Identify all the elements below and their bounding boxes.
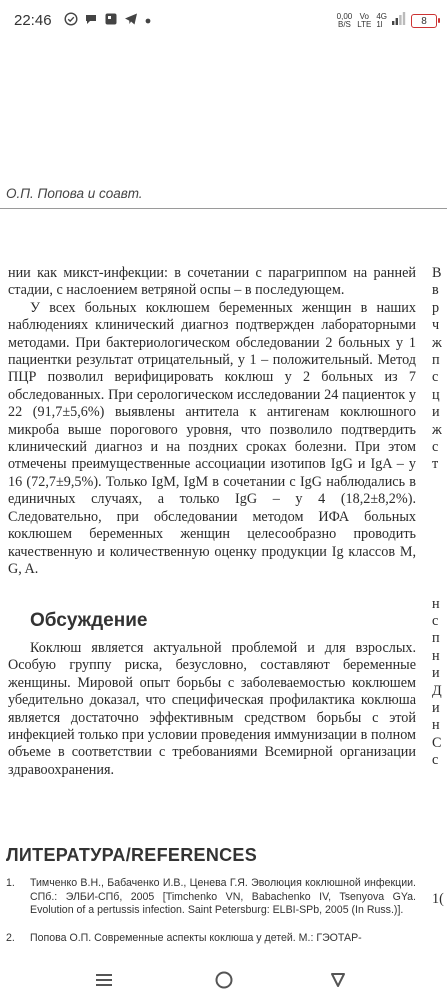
volte-indicator: [357, 13, 371, 29]
menu-lines-icon: [95, 972, 113, 988]
reference-item: [6, 932, 416, 946]
telegram-icon: [124, 12, 138, 31]
right-column-fragment: с: [432, 752, 439, 769]
signal-bars-icon: [392, 12, 406, 30]
net-speed-value: 0,00: [336, 12, 353, 21]
volte-top: Vo: [359, 12, 369, 21]
right-column-fragment: и: [432, 700, 440, 716]
right-column-fragment: с: [432, 613, 439, 629]
reference-item: [6, 877, 416, 918]
status-time: 22:46: [14, 12, 52, 29]
signal-sub: 1l: [376, 20, 383, 29]
status-bar: [0, 0, 447, 48]
reference-text: Тимченко В.Н., Бабаченко И.В., Ценева Г.Я. Эволюция коклюшной инфекции. СПб.: ЭЛБИ-СПб, 2005 [Timchenko VN, Babachenko IV, Tsenyova GYa. Evolution of a pertussis infection. Saint Petersburg: ELBI-SPb, 2005 (In Russ.)].: [30, 877, 416, 916]
header-rule: [0, 208, 447, 209]
reference-number: 1.: [6, 877, 15, 889]
dot-icon: [144, 12, 152, 30]
right-column-fragment: н: [432, 647, 440, 664]
right-column-fragment: В: [432, 265, 442, 281]
results-text: [8, 265, 416, 578]
right-column-fragment: С: [432, 734, 442, 751]
back-triangle-icon: [329, 971, 347, 989]
right-column-fragment: ц: [432, 386, 440, 403]
battery-icon: [411, 14, 437, 28]
right-column-fragment: в: [432, 282, 439, 299]
check-circle-icon: [64, 12, 78, 31]
references-list: [6, 877, 416, 950]
network-type-label: 4G: [376, 12, 387, 21]
right-column-fragment: и: [432, 404, 440, 421]
right-column-fragment: с: [432, 369, 439, 386]
right-column-fragments: [432, 265, 447, 915]
right-column-fragment: с: [432, 439, 439, 455]
home-button[interactable]: [204, 966, 244, 994]
right-column-fragment: ж: [432, 334, 442, 351]
net-speed-unit: B/S: [338, 20, 351, 29]
right-column-fragment: 1(: [432, 891, 444, 908]
discussion-paragraph: Коклюш является актуальной проблемой и для взрослых. Особую группу риска, безусловно, составляют беременные женщины. Мировой опыт борьбы с заболеваемостью коклюшем убедительно доказал, что специфическая профилактика коклюша является достаточно эффективным средством борьбы с этой инфекцией только при условии проведения иммунизации в полном объеме в соответствии с требованиями Всемирной организации здравоохранения.: [8, 640, 416, 778]
navigation-bar: [0, 960, 447, 1000]
right-column-fragment: т: [432, 456, 439, 473]
network-type: [376, 13, 387, 29]
notification-icons: [64, 11, 152, 31]
net-speed: [337, 13, 353, 29]
recent-apps-button[interactable]: [84, 966, 124, 994]
right-column-fragment: ж: [432, 421, 442, 438]
back-button[interactable]: [318, 966, 358, 994]
right-column-fragment: н: [432, 595, 440, 612]
reference-number: 2.: [6, 931, 15, 944]
paragraph-1: нии как микст-инфекции: в сочетании с парагриппом на ранней стадии, с наслоением ветряной оспы – в последующем.: [8, 265, 416, 299]
discussion-text: [8, 640, 416, 779]
battery-level: 8: [421, 15, 427, 27]
right-column-fragment: п: [432, 352, 440, 368]
home-circle-icon: [214, 970, 234, 990]
discussion-heading: Обсуждение: [30, 610, 148, 631]
right-column-fragment: п: [432, 630, 440, 647]
volte-bottom: LTE: [357, 20, 372, 29]
reference-text: Попова О.П. Современные аспекты коклюша у детей. М.: ГЭОТАР-: [30, 931, 362, 944]
system-icons: [337, 10, 437, 32]
paragraph-2: У всех больных коклюшем беременных женщин в наших наблюдениях клинический диагноз подтвержден лабораторными методами. При бактериологическом обследовании 2 больных у 1 пациентки результат отрицательный, у 1 – положительный. Метод ПЦР позволил верифицировать коклюш у 2 больных из 7 обследованных. При серологическом исследовании 24 пациенток у 22 (91,7±5,6%) выявлены антитела к антигенам коклюшного микроба выше порогового уровня, что позволило подтвердить клинический диагноз и на поздних сроках болезни. При этом отмечены преимущественные ассоциации изотипов IgG и IgA – у 16 (72,7±9,5%). Только IgM, IgM в сочетании с IgG наблюдались в единичных случаях, а только IgG – у 4 (18,2±8,2%). Следовательно, при обследовании методом ИФА больных коклюшем беременных женщин целесообразно проводить качественную и количественную оценку продукции Ig классов M, G, A.: [8, 299, 416, 577]
right-column-fragment: и: [432, 665, 440, 682]
references-heading: ЛИТЕРАТУРА/REFERENCES: [6, 845, 258, 865]
right-column-fragment: р: [432, 299, 440, 316]
right-column-fragment: ч: [432, 317, 440, 334]
running-header: О.П. Попова и соавт.: [6, 186, 143, 201]
right-column-fragment: н: [432, 717, 440, 734]
chat-bubble-icon: [84, 12, 98, 31]
app-grid-icon: [104, 12, 118, 31]
right-column-fragment: Д: [432, 682, 442, 699]
